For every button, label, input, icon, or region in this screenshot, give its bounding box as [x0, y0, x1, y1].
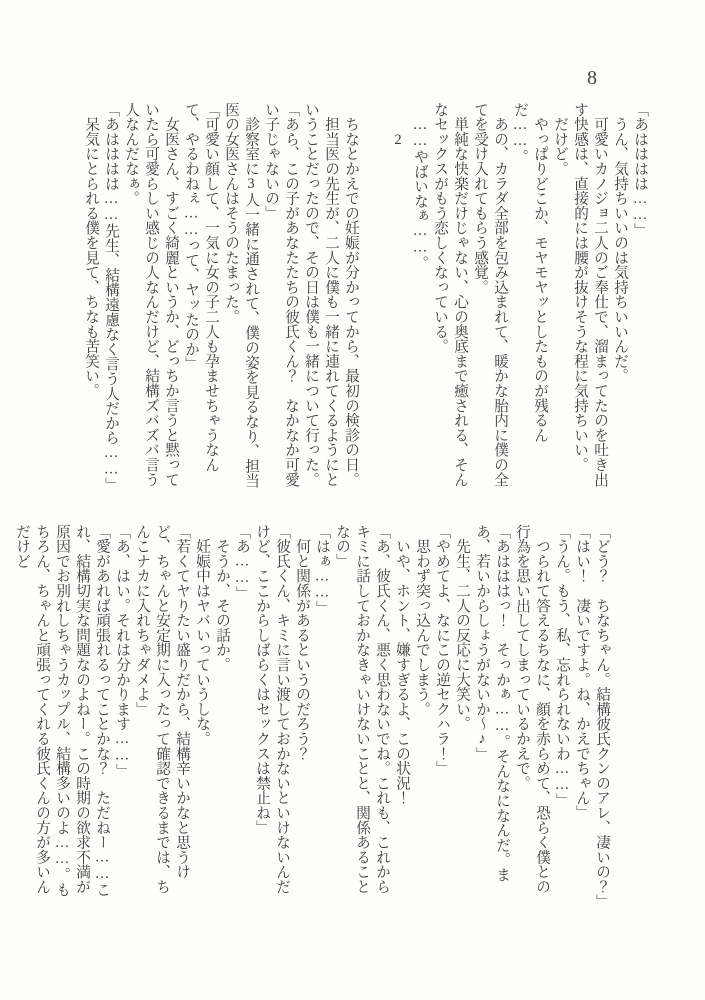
- paragraph-dialogue: 「はぁ……」: [314, 524, 330, 616]
- paragraph-narration: やっぱりどこか、モヤモヤッとしたものが残るんだ……。: [512, 102, 548, 443]
- page-number: 8: [587, 67, 597, 89]
- paragraph-narration: 診察室に3人一緒に通されて、僕の姿を見るなり、担当医の女医さんはそうのたまった。: [223, 102, 259, 489]
- paragraph-dialogue: 「はい！ 凄いですよ。ね、かえでちゃん」: [574, 524, 590, 820]
- paragraph-narration: 妊娠中はヤバいっていうしな。: [194, 524, 210, 746]
- paragraph-narration: 何と関係があるというのだろう？: [294, 524, 310, 761]
- paragraph-narration: ……やばいなぁ……。: [412, 102, 428, 271]
- paragraph-narration: 可愛いカノジョ二人のご奉仕で、溜まってたのを吐き出す快感は、直接的には腰が抜けそうな程に気持ちいい。: [572, 102, 608, 487]
- paragraph-dialogue: 「あ……」: [234, 524, 250, 601]
- paragraph-narration: 女医さん、すごく綺麗というか、どっちか言うと黙っていたら可愛らしい感じの人なんだけど、結構ズバズバ言う人なんだなぁ。: [123, 102, 179, 487]
- paragraph-narration: 担当医の先生が、二人に僕も一緒に連れてくるようにということだったので、その日は僕も一緒について行った。: [303, 102, 339, 487]
- paragraph-dialogue: 「可愛い顔して、一気に女の子二人も孕ませちゃうなんて、やるわねぇ……って、ヤッたのか」: [183, 102, 219, 472]
- paragraph-dialogue: 「あはははは……先生、結構遠慮なく言う人だから……」: [103, 102, 119, 493]
- bottom-text-block: [12, 524, 612, 909]
- paragraph-narration: うん、気持ちいいのは気持ちいいんだ。: [612, 102, 628, 384]
- section-number: 2: [390, 132, 406, 149]
- paragraph-dialogue: 「あら、この子があなたたちの彼氏くん？ なかなか可愛い子じゃないの」: [263, 102, 299, 487]
- paragraph-dialogue: 「うん。もう、私、忘れられないわ……」: [554, 524, 570, 808]
- paragraph-dialogue: 「あはははは……」: [632, 102, 648, 238]
- paragraph-dialogue: 「あ、はい。それは分かります……」: [114, 524, 130, 779]
- paragraph-narration: ちなとかえでの妊娠が分かってから、最初の検診の日。: [343, 102, 359, 487]
- paragraph-dialogue: 「若くてヤりたい盛りだから、結構辛いかなと思うけど、ちゃんと安定期に入ったって確認できるまでは、ちんこナカに入れちゃダメよ」: [134, 524, 190, 894]
- paragraph-dialogue: 「愛があれば頑張れるってことかな？ ただねー……これ、結構切実な問題なのよねー。この時期の欲求不満が原因でお別れしちゃうカップル、結構多いのよ……。もちろん、ちゃんと頑張ってくれる彼氏くんの方が多いんだけど: [14, 524, 110, 897]
- top-text-block: [81, 102, 650, 493]
- paragraph-narration: 先生、二人の反応に大笑い。: [454, 524, 470, 732]
- paragraph-dialogue: 「あはははっ！ そっかぁ……。そんなになんだ。まあ、若いからしょうがないか～♪」: [474, 524, 510, 882]
- paragraph-narration: いや、ホント、嫌すぎるよ、この状況！: [394, 524, 410, 806]
- paragraph-narration: 呆気にとられる僕を見て、ちなも苦笑い。: [83, 102, 99, 398]
- paragraph-narration: つられて答えるちなに、顔を赤らめて、恐らく僕との行為を思い出してしまっているかえで。: [514, 524, 550, 894]
- paragraph-narration: あの、カラダ全部を包み込まれて、暖かな胎内に僕の全てを受け入れてもらう感覚。: [472, 102, 508, 487]
- paragraph-narration: 思わず突っ込んでしまう。: [414, 524, 430, 717]
- paragraph-dialogue: 「やめてよ、なにこの逆セクハラ！」: [434, 524, 450, 776]
- paragraph-narration: だけど。: [552, 102, 568, 176]
- paragraph-dialogue: 「彼氏くん、キミに言い渡しておかないといけないんだけど、ここからしばらくはセックスは禁止ね」: [254, 524, 290, 894]
- paragraph-dialogue: 「あ、彼氏くん、悪く思わないでね。これも、これからキミに話しておかなきゃいけないことと、関係あることなの」: [334, 524, 390, 894]
- paragraph-narration: 単純な快楽だけじゃない、心の奥底まで癒される、そんなセックスがもう恋しくなっている。: [432, 102, 468, 487]
- paragraph-narration: そうか、その話か。: [214, 524, 230, 672]
- paragraph-dialogue: 「どう？ ちなちゃん。結構彼氏クンのアレ、凄いの？」: [594, 524, 610, 909]
